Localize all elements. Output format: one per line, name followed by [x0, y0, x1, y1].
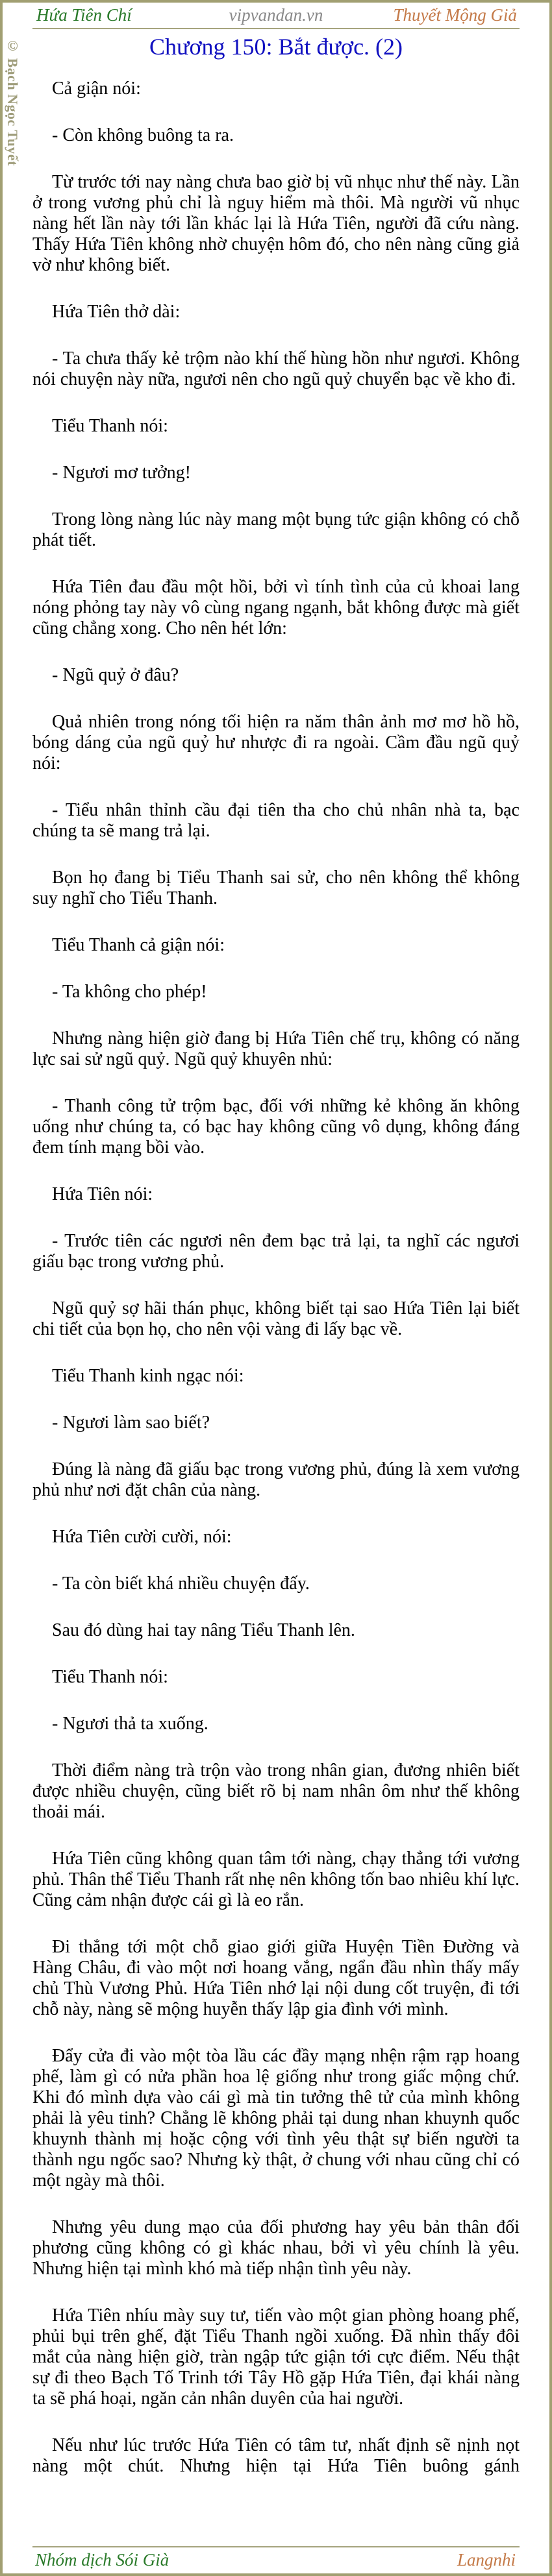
footer-divider — [32, 2546, 520, 2547]
paragraph: Tiểu Thanh cả giận nói: — [52, 935, 225, 955]
chapter-title: Chương 150: Bắt được. (2) — [149, 34, 403, 60]
copyright-watermark: © Bạch Ngọc Tuyết — [5, 38, 21, 166]
translator-name: Langnhi — [457, 2550, 516, 2570]
paragraph: Cả giận nói: — [52, 79, 141, 99]
paragraph: Bọn họ đang bị Tiểu Thanh sai sử, cho nên không thể không suy nghĩ cho Tiểu Thanh. — [32, 868, 520, 908]
paragraph: - Còn không buông ta ra. — [52, 125, 234, 145]
paragraph: Đi thẳng tới một chỗ giao giới giữa Huyện Tiền Đường và Hàng Châu, đi vào một nơi hoang vắng, ngẩn đầu nhìn thấy mấy chủ Thù Vương Phủ. Hứa Tiên nhớ lại nội dung cốt truyện, đi tới chỗ này, nàng sẽ mộng huyễn thấy lập gia đình với mình. — [32, 1937, 520, 2019]
paragraph: Trong lòng nàng lúc này mang một bụng tức giận không có chỗ phát tiết. — [32, 509, 520, 550]
paragraph: - Ngươi thả ta xuống. — [52, 1714, 208, 1734]
paragraph: Tiểu Thanh nói: — [52, 1667, 168, 1687]
paragraph: Hứa Tiên thở dài: — [52, 302, 181, 322]
paragraph: - Ta không cho phép! — [52, 982, 207, 1002]
paragraph: Hứa Tiên cười cười, nói: — [52, 1527, 232, 1547]
paragraph: - Ngũ quỷ ở đâu? — [52, 665, 179, 685]
paragraph: Hứa Tiên nhíu mày suy tư, tiến vào một gian phòng hoang phế, phủi bụi trên ghế, đặt Tiểu Thanh ngồi xuống. Đã nhìn thấy đôi mắt của nàng hiện giờ, tràn ngập tức giận tới cực điểm. Nếu thật sự đi theo Bạch Tố Trinh tới Tây Hồ gặp Hứa Tiên, đại khái nàng ta sẽ phá hoại, ngăn cản nhân duyên của hai người. — [32, 2305, 520, 2409]
paragraph: - Tiểu nhân thỉnh cầu đại tiên tha cho chủ nhân nhà ta, bạc chúng ta sẽ mang trả lại. — [32, 800, 520, 841]
paragraph: Sau đó dùng hai tay nâng Tiểu Thanh lên. — [52, 1620, 355, 1640]
paragraph: Hứa Tiên cũng không quan tâm tới nàng, chạy thẳng tới vương phủ. Thân thể Tiểu Thanh rất nhẹ nên không tốn bao nhiêu khí lực. Cũng cảm nhận được cái gì là eo rắn. — [32, 1849, 520, 1910]
book-title: Hứa Tiên Chí — [36, 5, 132, 25]
paragraph: Tiểu Thanh nói: — [52, 416, 168, 436]
page-header — [32, 5, 520, 29]
paragraph: Hứa Tiên đau đầu một hồi, bởi vì tính tình của củ khoai lang nóng phỏng tay này vô cùng ngang ngạnh, bắt không được mà giết cũng chẳng xong. Cho nên hét lớn: — [32, 577, 520, 638]
paragraph: Tiểu Thanh kinh ngạc nói: — [52, 1366, 244, 1386]
paragraph: Đúng là nàng đã giấu bạc trong vương phủ, đúng là xem vương phủ như nơi đặt chân của nàng. — [32, 1459, 520, 1500]
translation-group: Nhóm dịch Sói Già — [35, 2550, 169, 2570]
page-footer — [32, 2550, 520, 2573]
paragraph: - Ngươi làm sao biết? — [52, 1413, 210, 1433]
paragraph: - Ta còn biết khá nhiều chuyện đấy. — [52, 1574, 310, 1594]
paragraph: - Ta chưa thấy kẻ trộm nào khí thế hùng hồn như ngươi. Không nói chuyện này nữa, ngươi nên cho ngũ quỷ chuyển bạc về kho đi. — [32, 348, 520, 389]
paragraph: Nhưng nàng hiện giờ đang bị Hứa Tiên chế trụ, không có năng lực sai sử ngũ quỷ. Ngũ quỷ khuyên nhủ: — [32, 1028, 520, 1069]
paragraph: Đẩy cửa đi vào một tòa lầu các đầy mạng nhện rậm rạp hoang phế, làm gì có nửa phần hoa lệ giống như trong giấc mộng chứ. Khi đó mình dựa vào cái gì mà tin tưởng thê tử của mình không phải là yêu tinh? Chẳng lẽ không phải tại dung nhan khuynh quốc khuynh thành mị hoặc cộng với tình yêu thật sự biến người ta thành ngu ngốc sao? Nhưng kỳ thật, ở chung với nhau cũng chỉ có một ngày mà thôi. — [32, 2046, 520, 2191]
paragraph: Từ trước tới nay nàng chưa bao giờ bị vũ nhục như thế này. Lần ở trong vương phủ chỉ là nguy hiểm mà thôi. Mà người vũ nhục nàng hết lần này tới lần khác lại là Hứa Tiên, người đã cứu nàng. Thấy Hứa Tiên không nhờ chuyện hôm đó, cho nên nàng cũng giả vờ như không biết. — [32, 172, 520, 275]
paragraph: Nhưng yêu dung mạo của đối phương hay yêu bản thân đối phương cũng không có gì khác nhau, bởi vì yêu chính là yêu. Nhưng hiện tại mình khó mà tiếp nhận tình yêu này. — [32, 2217, 520, 2279]
site-name: vipvandan.vn — [229, 5, 323, 25]
header-divider — [32, 28, 520, 29]
author-name: Thuyết Mộng Giả — [393, 5, 517, 25]
paragraph: - Thanh công tử trộm bạc, đối với những kẻ không ăn không uống như chúng ta, có bạc hay không cũng vô dụng, không đáng đem tính mạng bồi vào. — [32, 1096, 520, 1158]
paragraph: Nếu như lúc trước Hứa Tiên có tâm tư, nhất định sẽ nịnh nọt nàng một chút. Nhưng hiện tại Hứa Tiên buông gánh — [32, 2435, 520, 2476]
paragraph: Hứa Tiên nói: — [52, 1184, 153, 1204]
chapter-body — [32, 79, 520, 2503]
paragraph: Ngũ quỷ sợ hãi thán phục, không biết tại sao Hứa Tiên lại biết chi tiết của bọn họ, cho nên vội vàng đi lấy bạc về. — [32, 1298, 520, 1339]
paragraph: Thời điểm nàng trà trộn vào trong nhân gian, đương nhiên biết được nhiều chuyện, cũng biết rõ bị nam nhân ôm như thế không thoải mái. — [32, 1760, 520, 1822]
paragraph: - Trước tiên các ngươi nên đem bạc trả lại, ta nghĩ các ngươi giấu bạc trong vương phủ. — [32, 1231, 520, 1272]
paragraph: Quả nhiên trong nóng tối hiện ra năm thân ảnh mơ mơ hồ hồ, bóng dáng của ngũ quỷ hư nhược đi ra ngoài. Cầm đầu ngũ quỷ nói: — [32, 712, 520, 773]
paragraph: - Ngươi mơ tưởng! — [52, 463, 191, 483]
